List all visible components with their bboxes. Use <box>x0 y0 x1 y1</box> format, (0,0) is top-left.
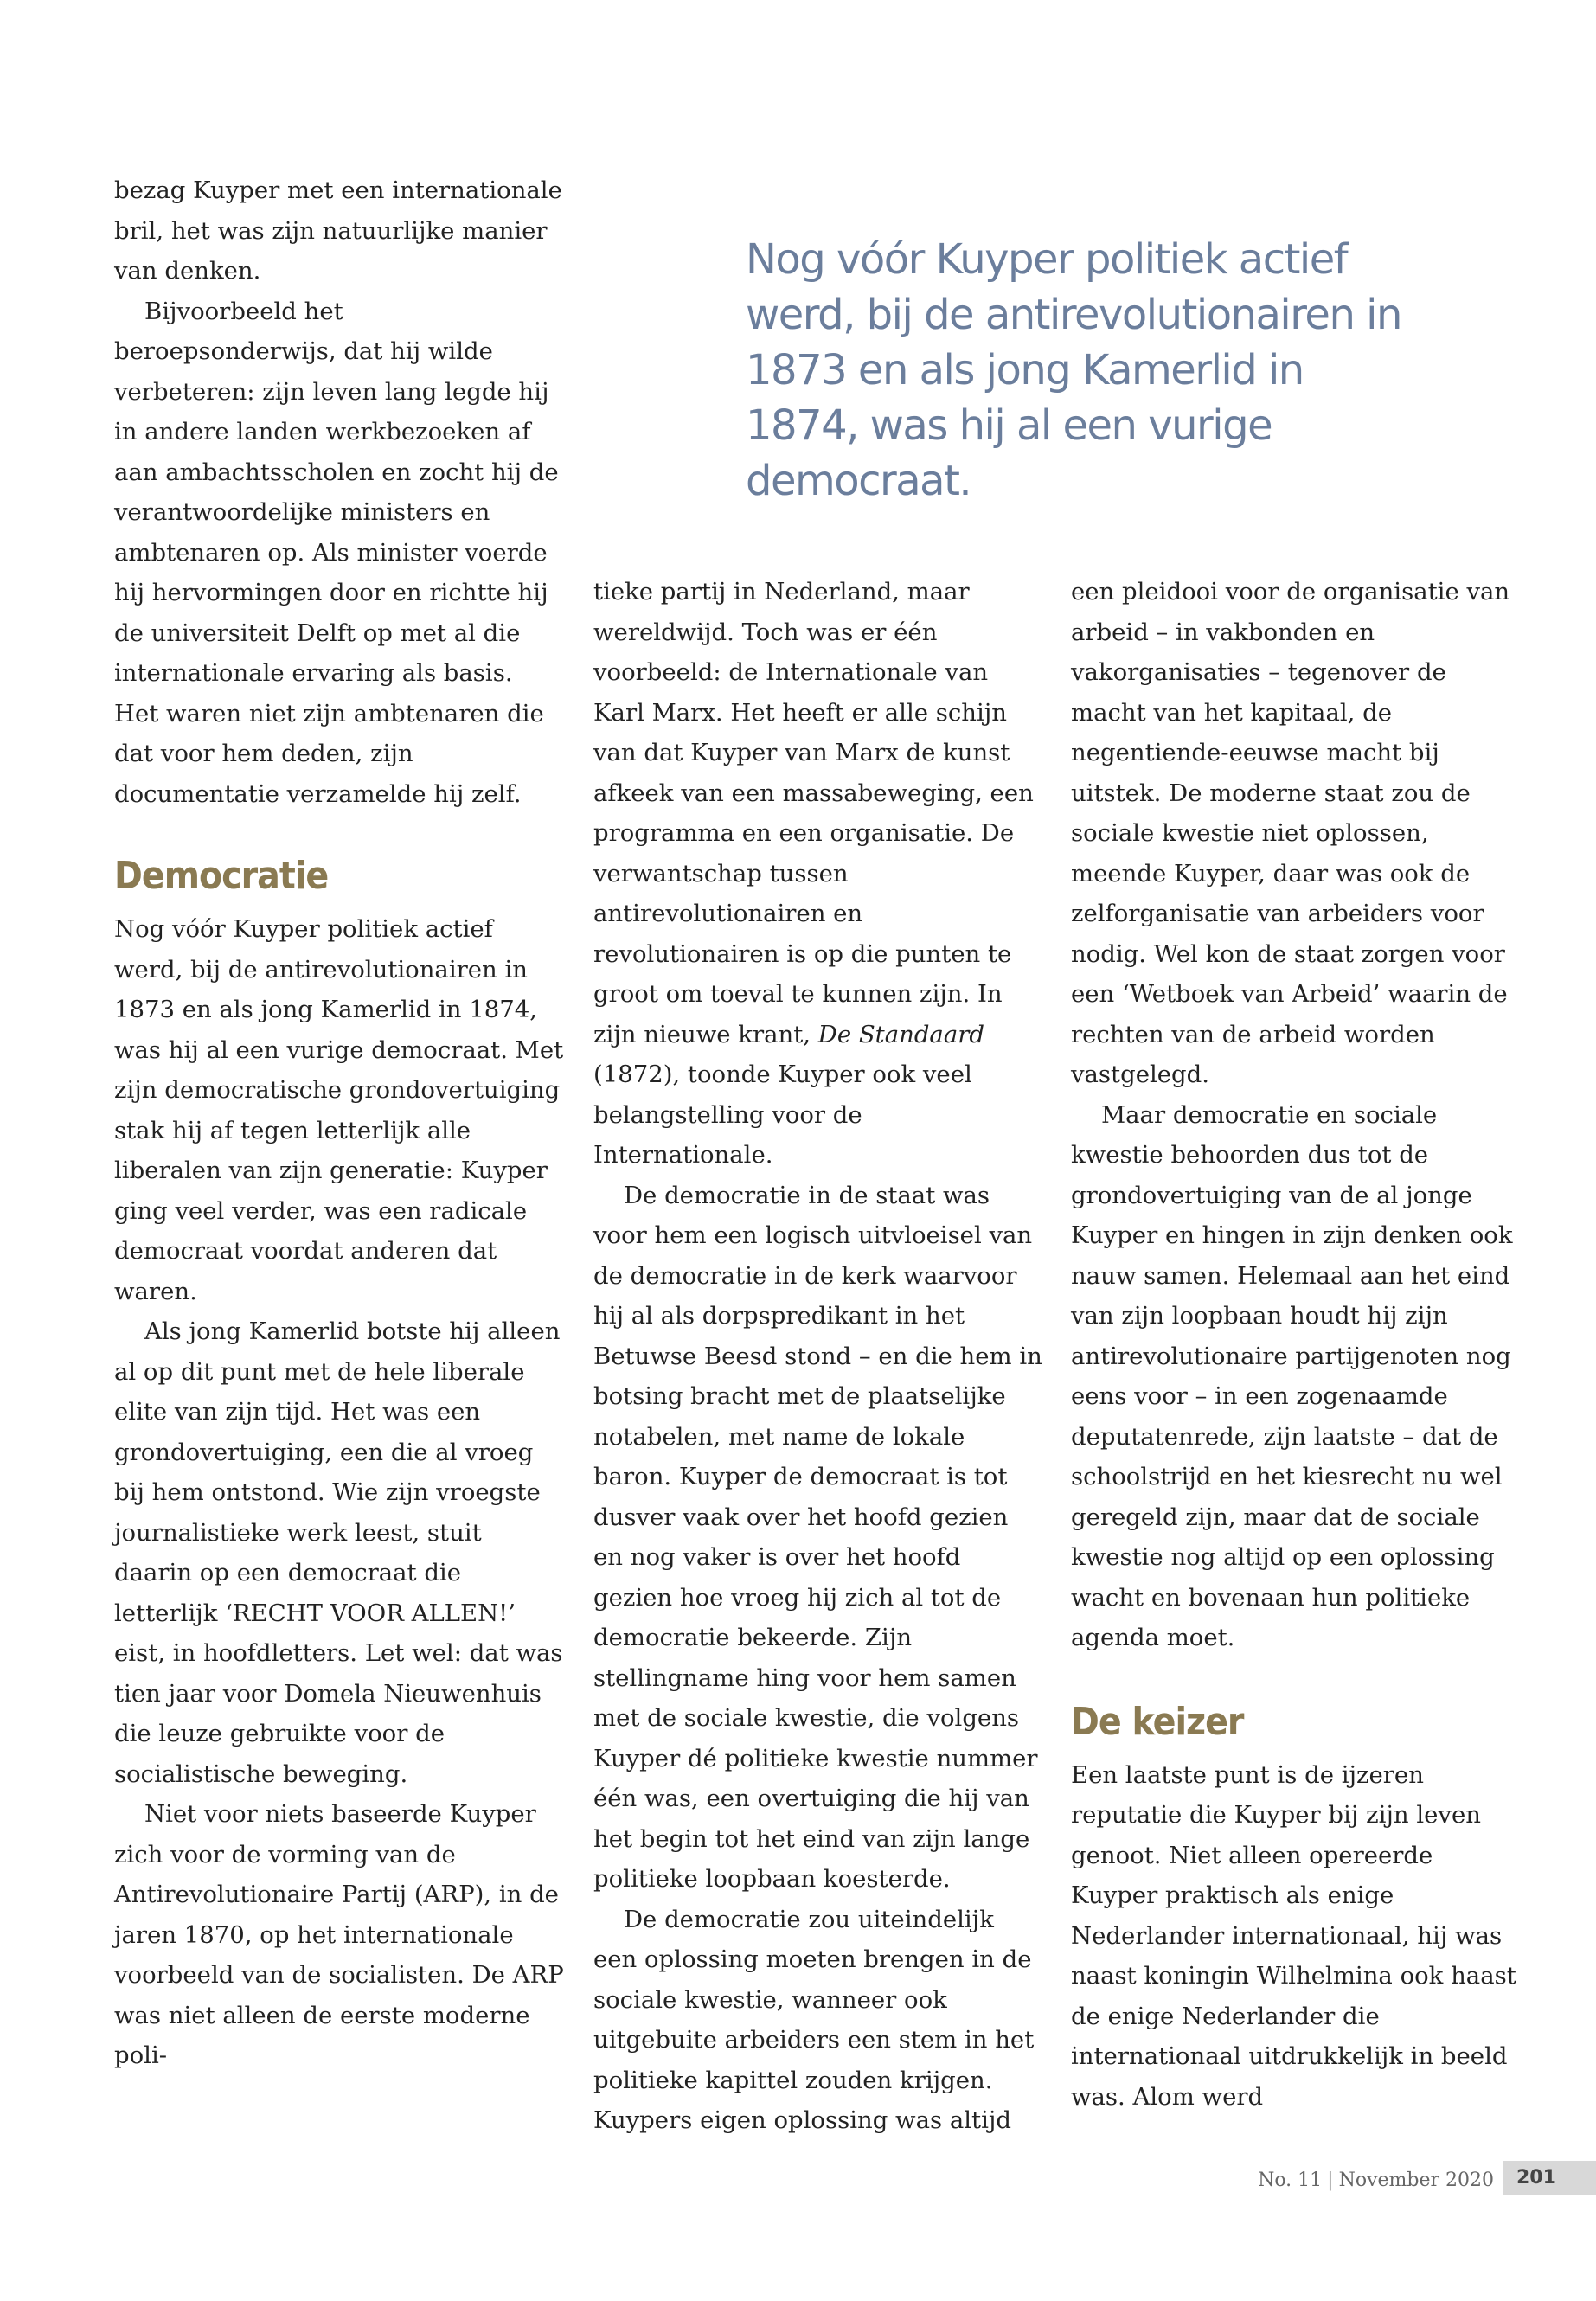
paragraph: Niet voor niets baseerde Kuyper zich voor de vorming van de Antirevolutionaire Partij (ARP), in de jaren 1870, op het internationale voorbeeld van de socialisten. De ARP was niet alleen de eerste moderne poli- <box>114 1800 564 2069</box>
footer-separator: | <box>1327 2170 1334 2191</box>
pull-quote: Nog vóór Kuyper politiek actief werd, bij de antirevolutionairen in 1873 en als jong Kamerlid in 1874, was hij al een vurige democraat. <box>746 235 1401 505</box>
section-heading-democratie: Democratie <box>114 854 329 898</box>
paragraph <box>593 572 1043 1176</box>
paragraph: Bijvoorbeeld het beroepsonderwijs, dat hij wilde verbeteren: zijn leven lang legde hij in andere landen werkbezoeken af aan ambachtsscholen en zocht hij de verantwoordelijke ministers en ambtenaren op. Als minister voerde hij hervormingen door en richtte hij de universiteit Delft op met al die internationale ervaring als basis. Het waren niet zijn ambtenaren die dat voor hem deden, zijn documentatie verzamelde hij zelf. <box>114 297 559 808</box>
page-footer <box>1211 2161 1596 2199</box>
text-run: tieke partij in Nederland, maar wereldwijd. Toch was er één voorbeeld: de Internationale van Karl Marx. Het heeft er alle schijn van dat Kuyper van Marx de kunst afkeek van een massabeweging, een programma en een organisatie. De verwantschap tussen antirevolutionairen en revolutionairen is op die punten te groot om toeval te kunnen zijn. In zijn nieuwe krant, <box>593 578 1034 1048</box>
text-run: (1872), toonde Kuyper ook veel belangstelling voor de Internationale. <box>593 1061 972 1169</box>
issue-number: No. 11 <box>1258 2170 1323 2191</box>
page-number: 201 <box>1503 2161 1596 2195</box>
paragraph: Maar democratie en sociale kwestie behoorden dus tot de grondovertuiging van de al jonge Kuyper en hingen in zijn denken ook nauw samen. Helemaal aan het eind van zijn loopbaan houdt hij zijn antirevolutionaire partijgenoten nog eens voor – in een zogenaamde deputatenrede, zijn laatste – dat de schoolstrijd en het kiesrecht nu wel geregeld zijn, maar dat de sociale kwestie nog altijd op een oplossing wacht en bovenaan hun politieke agenda moet. <box>1071 1100 1513 1651</box>
column-3 <box>1071 572 1521 2117</box>
paragraph: bezag Kuyper met een internationale bril, het was zijn natuurlijke manier van denken. <box>114 176 562 285</box>
column-1 <box>114 170 564 2076</box>
paragraph: Als jong Kamerlid botste hij alleen al op dit punt met de hele liberale elite van zijn tijd. Het was een grondovertuiging, een die al vroeg bij hem ontstond. Wie zijn vroegste journalistieke werk leest, stuit daarin op een democraat die letterlijk ‘RECHT VOOR ALLEN!’ eist, in hoofdletters. Let wel: dat was tien jaar voor Domela Nieuwenhuis die leuze gebruikte voor de socialistische beweging. <box>114 1317 563 1788</box>
paragraph: De democratie zou uiteindelijk een oplossing moeten brengen in de sociale kwestie, wanneer ook uitgebuite arbeiders een stem in het politieke kapittel zouden krijgen. Kuypers eigen oplossing was altijd <box>593 1905 1035 2134</box>
issue-date: November 2020 <box>1338 2170 1494 2191</box>
paragraph: Een laatste punt is de ijzeren reputatie die Kuyper bij zijn leven genoot. Niet alleen opereerde Kuyper praktisch als enige Nederlander internationaal, hij was naast koningin Wilhelmina ook haast de enige Nederlander die internationaal uitdrukkelijk in beeld was. Alom werd <box>1071 1760 1516 2111</box>
paragraph: een pleidooi voor de organisatie van arbeid – in vakbonden en vakorganisaties – tegenover de macht van het kapitaal, de negentiende-eeuwse macht bij uitstek. De moderne staat zou de sociale kwestie niet oplossen, meende Kuyper, daar was ook de zelforganisatie van arbeiders voor nodig. Wel kon de staat zorgen voor een ‘Wetboek van Arbeid’ waarin de rechten van de arbeid worden vastgelegd. <box>1071 578 1510 1088</box>
issue-info <box>1258 2170 1494 2191</box>
paragraph: Nog vóór Kuyper politiek actief werd, bij de antirevolutionairen in 1873 en als jong Kamerlid in 1874, was hij al een vurige democraat. Met zijn democratische grondovertuiging stak hij af tegen letterlijk alle liberalen van zijn generatie: Kuyper ging veel verder, was een radicale democraat voordat anderen dat waren. <box>114 915 564 1305</box>
section-heading-de-keizer: De keizer <box>1071 1699 1244 1744</box>
paragraph: De democratie in de staat was voor hem een logisch uitvloeisel van de democratie in de kerk waarvoor hij al als dorpspredikant in het Betuwse Beesd stond – en die hem in botsing bracht met de plaatselijke notabelen, met name de lokale baron. Kuyper de democraat is tot dusver vaak over het hoofd gezien en nog vaker is over het hoofd gezien hoe vroeg hij zich al tot de democratie bekeerde. Zijn stellingname hing voor hem samen met de sociale kwestie, die volgens Kuyper dé politieke kwestie nummer één was, een overtuiging die hij van het begin tot het eind van zijn lange politieke loopbaan koesterde. <box>593 1181 1042 1893</box>
newspaper-title: De Standaard <box>817 1020 984 1048</box>
column-2 <box>593 572 1043 2141</box>
